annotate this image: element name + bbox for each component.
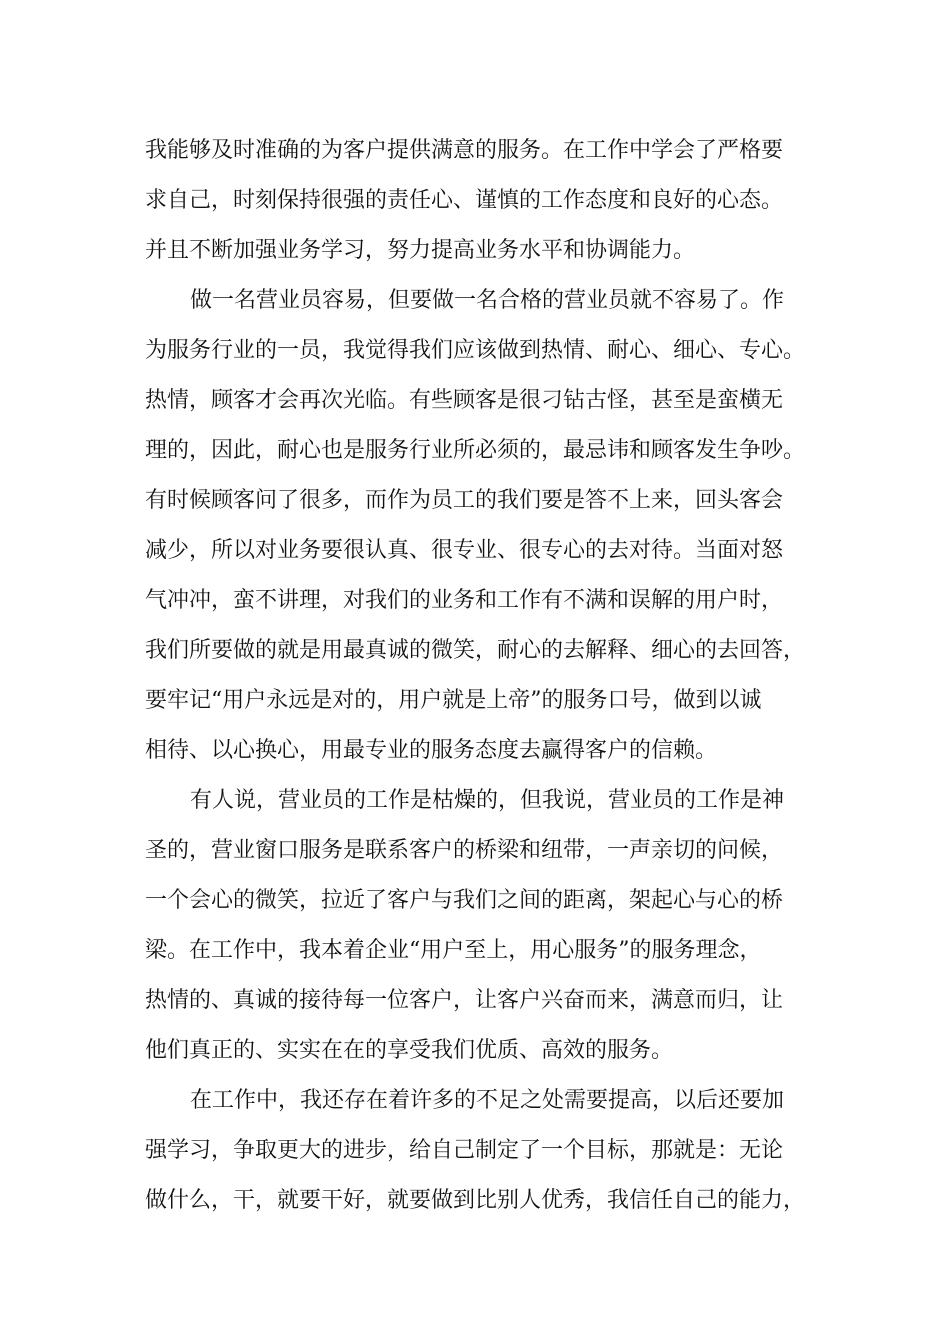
text-line: 有时候顾客问了很多，而作为员工的我们要是答不上来，回头客会 — [145, 488, 784, 513]
text-line: 做什么，干，就要干好，就要做到比别人优秀，我信任自己的能力， — [145, 1188, 806, 1213]
text-line: 气冲冲，蛮不讲理，对我们的业务和工作有不满和误解的用户时， — [145, 588, 784, 613]
text-line: 为服务行业的一员，我觉得我们应该做到热情、耐心、细心、专心。 — [145, 338, 806, 363]
text-line: 梁。在工作中，我本着企业“用户至上，用心服务”的服务理念， — [145, 938, 762, 963]
text-line: 求自己，时刻保持很强的责任心、谨慎的工作态度和良好的心态。 — [145, 188, 784, 213]
text-line: 我们所要做的就是用最真诚的微笑，耐心的去解释、细心的去回答， — [145, 638, 806, 663]
text-line: 要牢记“用户永远是对的，用户就是上帝”的服务口号，做到以诚 — [145, 688, 762, 713]
text-line: 强学习，争取更大的进步，给自己制定了一个目标，那就是：无论 — [145, 1138, 784, 1163]
text-line: 相待、以心换心，用最专业的服务态度去赢得客户的信赖。 — [145, 738, 718, 763]
text-line: 并且不断加强业务学习，努力提高业务水平和协调能力。 — [145, 238, 696, 263]
paragraph-first-line: 有人说，营业员的工作是枯燥的，但我说，营业员的工作是神 — [190, 788, 785, 813]
text-line: 理的，因此，耐心也是服务行业所必须的，最忌讳和顾客发生争吵。 — [145, 438, 806, 463]
paragraph-first-line: 在工作中，我还存在着许多的不足之处需要提高，以后还要加 — [190, 1088, 785, 1113]
text-line: 减少，所以对业务要很认真、很专业、很专心的去对待。当面对怒 — [145, 538, 784, 563]
text-line: 他们真正的、实实在在的享受我们优质、高效的服务。 — [145, 1038, 674, 1063]
text-line: 热情，顾客才会再次光临。有些顾客是很刁钻古怪，甚至是蛮横无 — [145, 388, 784, 413]
text-line: 一个会心的微笑，拉近了客户与我们之间的距离，架起心与心的桥 — [145, 888, 784, 913]
text-line: 热情的、真诚的接待每一位客户，让客户兴奋而来，满意而归，让 — [145, 988, 784, 1013]
paragraph-first-line: 做一名营业员容易，但要做一名合格的营业员就不容易了。作 — [190, 288, 785, 313]
text-line: 圣的，营业窗口服务是联系客户的桥梁和纽带，一声亲切的问候， — [145, 838, 784, 863]
text-line: 我能够及时准确的为客户提供满意的服务。在工作中学会了严格要 — [145, 138, 784, 163]
